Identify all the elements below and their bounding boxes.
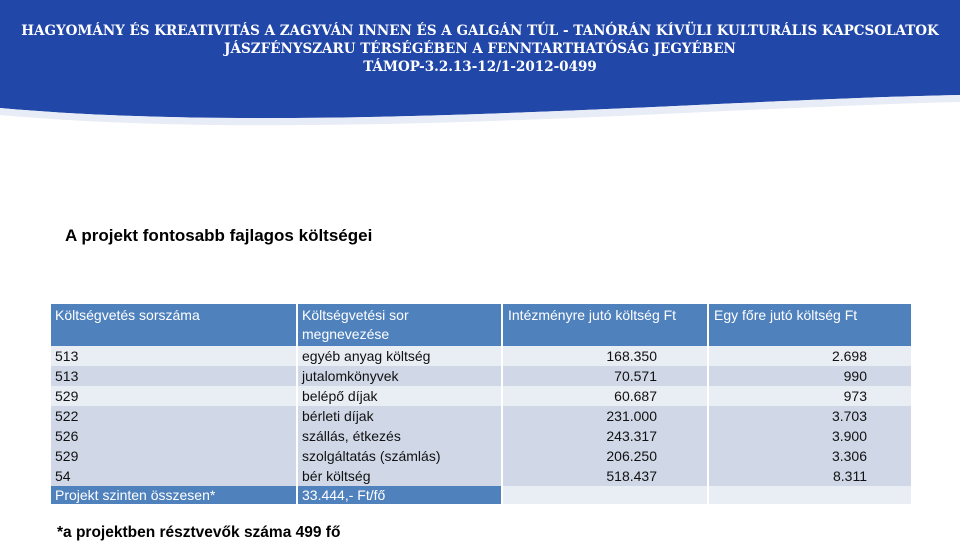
table-row (51, 366, 912, 386)
cell-per-person-cost: 973 (708, 386, 912, 406)
cell-institution-cost: 70.571 (502, 366, 708, 386)
cell-name: bérleti díjak (302, 408, 374, 424)
cell-name: szállás, étkezés (302, 428, 401, 444)
cell-institution-cost: 206.250 (606, 448, 657, 464)
cell-name: belépő díjak (297, 386, 502, 406)
cell-per-person-cost: 3.306 (831, 448, 867, 464)
cell-per-person-cost: 3.900 (831, 428, 867, 444)
cost-table (51, 304, 913, 504)
header-per-person-cost: Egy főre jutó költség Ft (708, 304, 912, 346)
header-banner (0, 0, 960, 132)
empty-cell (708, 486, 912, 504)
page-title: A projekt fontosabb fajlagos költségei (65, 226, 373, 245)
cell-name-stack (297, 406, 502, 486)
total-value: 33.444,- Ft/fő (297, 486, 502, 504)
cell-code: 529 (51, 386, 297, 406)
cell-institution-cost-stack (502, 406, 708, 486)
header-budget-line-name: Költségvetési sor megnevezése (297, 304, 502, 346)
banner-project-code: TÁMOP-3.2.13-12/1-2012-0499 (363, 59, 597, 75)
cell-code: 54 (55, 468, 71, 484)
cell-per-person-cost-stack (708, 406, 912, 486)
cell-institution-cost: 243.317 (606, 428, 657, 444)
cell-name: bér költség (302, 468, 371, 484)
header-budget-number: Költségvetés sorszáma (51, 304, 297, 346)
table-row (51, 346, 912, 366)
empty-cell (502, 486, 708, 504)
cell-code: 526 (55, 428, 79, 444)
cell-per-person-cost: 2.698 (708, 346, 912, 366)
table-row (51, 386, 912, 406)
banner-title-line-1: HAGYOMÁNY ÉS KREATIVITÁS A ZAGYVÁN INNEN ÉS A GALGÁN TÚL - TANÓRÁN KÍVÜLI KULTURÁLIS KAPCSOLATOK (21, 23, 939, 39)
cell-institution-cost: 231.000 (606, 408, 657, 424)
cell-name: jutalomkönyvek (297, 366, 502, 386)
cell-per-person-cost: 990 (708, 366, 912, 386)
banner-title-line-2: JÁSZFÉNYSZARU TÉRSÉGÉBEN A FENNTARTHATÓSÁG JEGYÉBEN (224, 41, 736, 57)
total-label: Projekt szinten összesen* (51, 486, 297, 504)
cell-code: 513 (51, 366, 297, 386)
cell-name: szolgáltatás (számlás) (302, 448, 441, 464)
header-institution-cost: Intézményre jutó költség Ft (502, 304, 708, 346)
table-total-row (51, 486, 912, 504)
cell-code: 522 (55, 408, 79, 424)
table-row-group (51, 406, 912, 486)
cell-institution-cost: 518.437 (606, 468, 657, 484)
footnote: *a projektben résztvevők száma 499 fő (57, 524, 341, 541)
cell-per-person-cost: 8.311 (833, 468, 867, 484)
cell-code: 529 (55, 448, 79, 464)
cell-per-person-cost: 3.703 (831, 408, 867, 424)
cell-code-stack (51, 406, 297, 486)
cell-code: 513 (51, 346, 297, 366)
cell-name: egyéb anyag költség (297, 346, 502, 366)
cell-institution-cost: 60.687 (502, 386, 708, 406)
table-header-row (51, 304, 912, 346)
cell-institution-cost: 168.350 (502, 346, 708, 366)
